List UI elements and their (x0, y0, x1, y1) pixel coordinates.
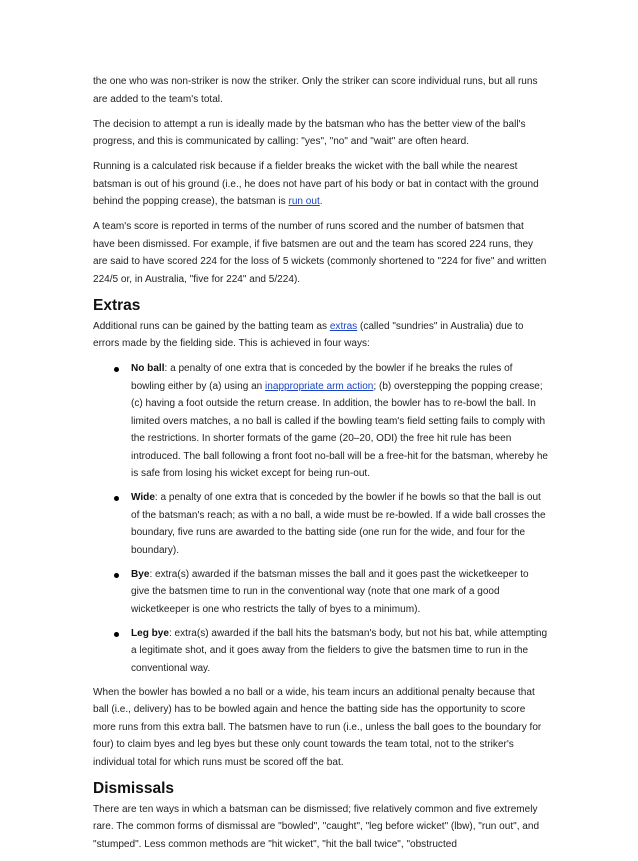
term-leg-bye: Leg bye (131, 627, 169, 639)
paragraph-team-score: A team's score is reported in terms of the number of runs scored and the number of batsmen that have been dismissed. For example, if five batsmen are out and the team has scored 224 runs, they are said to have scored 224 for the loss of 5 wickets (commonly shortened to "224 for five" and written 224/5 or, in Australia, "five for 224" and 5/224). (93, 221, 547, 285)
extras-list (93, 360, 548, 677)
bullet-icon (114, 573, 119, 578)
term-no-ball: No ball (131, 363, 165, 374)
extras-intro-rest: (called "sundries" in Australia) due to errors made by the fielding side. This is achieved in four ways: (93, 320, 524, 349)
bullet-icon (114, 496, 119, 501)
term-wide: Wide (131, 492, 155, 503)
paragraph-dismissals: There are ten ways in which a batsman can be dismissed; five relatively common and five extremely rare. The common forms of dismissal are "bowled", "caught", "leg before wicket" (lbw), "run out", and "stumped". Less common methods are "hit wicket", "hit the ball twice", "obstructed (93, 803, 540, 850)
leg-bye-text: : extra(s) awarded if the ball hits the batsman's body, but not his bat, while attempting a legitimate shot, and it goes away from the fielders to give the batsmen time to run in the conventional way. (131, 627, 548, 674)
paragraph-calling: The decision to attempt a run is ideally made by the batsman who has the better view of the ball's progress, and this is communicated by calling: "yes", "no" and "wait" are often heard. (93, 118, 526, 147)
heading-dismissals: Dismissals (93, 779, 174, 797)
paragraph-striker: the one who was non-striker is now the striker. Only the striker can score individual runs, but all runs are added to the team's total. (93, 76, 538, 105)
paragraph-run-out (93, 158, 548, 211)
extras-link[interactable]: extras (329, 320, 358, 332)
paragraph-penalty: When the bowler has bowled a no ball or a wide, his team incurs an additional penalty because that ball (i.e., delivery) has to be bowled again and hence the batting side has the opportunity to score more runs from this extra ball. The batsmen have to run (i.e., unless the ball goes to the boundary for four) to claim byes and leg byes but these only count towards the team total, not to the striker's individual total for which runs must be scored off the bat. (93, 686, 542, 768)
no-ball-text-rest: ; (b) overstepping the popping crease; (c) having a foot outside the return crease. In addition, the bowler has to re-bowl the ball. In limited overs matches, a no ball is called if the bowling team's field setting fails to comply with the restrictions. In shorter formats of the game (20–20, ODI) the free hit rule has been introduced. The ball following a front foot no-ball will be a free-hit for the batsman, whereby he is safe from losing his wicket except for being run-out. (131, 380, 548, 479)
no-ball-text: : a penalty of one extra that is conceded by the bowler if he breaks the rules of bowling either by (a) using an (131, 363, 513, 392)
run-out-link[interactable]: run out (288, 196, 320, 207)
bullet-icon (114, 632, 119, 637)
list-item-no-ball (93, 360, 548, 483)
list-item-bye (93, 566, 548, 619)
document-page (93, 73, 548, 861)
bye-text: : extra(s) awarded if the batsman misses the ball and it goes past the wicketkeeper to give the batsmen time to run in the conventional way (note that one mark of a good wicketkeeper is one who restricts the tally of byes to a minimum). (131, 568, 529, 615)
bullet-icon (114, 367, 119, 372)
paragraph-run-out-end: . (319, 196, 323, 207)
heading-extras: Extras (93, 296, 141, 314)
paragraph-run-out-text: Running is a calculated risk because if a fielder breaks the wicket with the ball while the nearest batsman is out of his ground (i.e., he does not have part of his body or bat in contact with the ground behind the popping crease), the batsman is (93, 161, 539, 207)
list-item-wide (93, 489, 548, 559)
paragraph-extras-intro (93, 318, 548, 353)
wide-text: : a penalty of one extra that is conceded by the bowler if he bowls so that the ball is out of the batsman's reach; as with a no ball, a wide must be re-bowled. If a wide ball crosses the boundary, five runs are awarded to the batting side (one run for the wide, and four for the boundary). (131, 492, 546, 556)
list-item-leg-bye (93, 625, 548, 678)
extras-intro-text: Additional runs can be gained by the batting team as (93, 320, 330, 332)
arm-action-link[interactable]: inappropriate arm action (265, 380, 374, 392)
term-bye: Bye (131, 568, 150, 580)
